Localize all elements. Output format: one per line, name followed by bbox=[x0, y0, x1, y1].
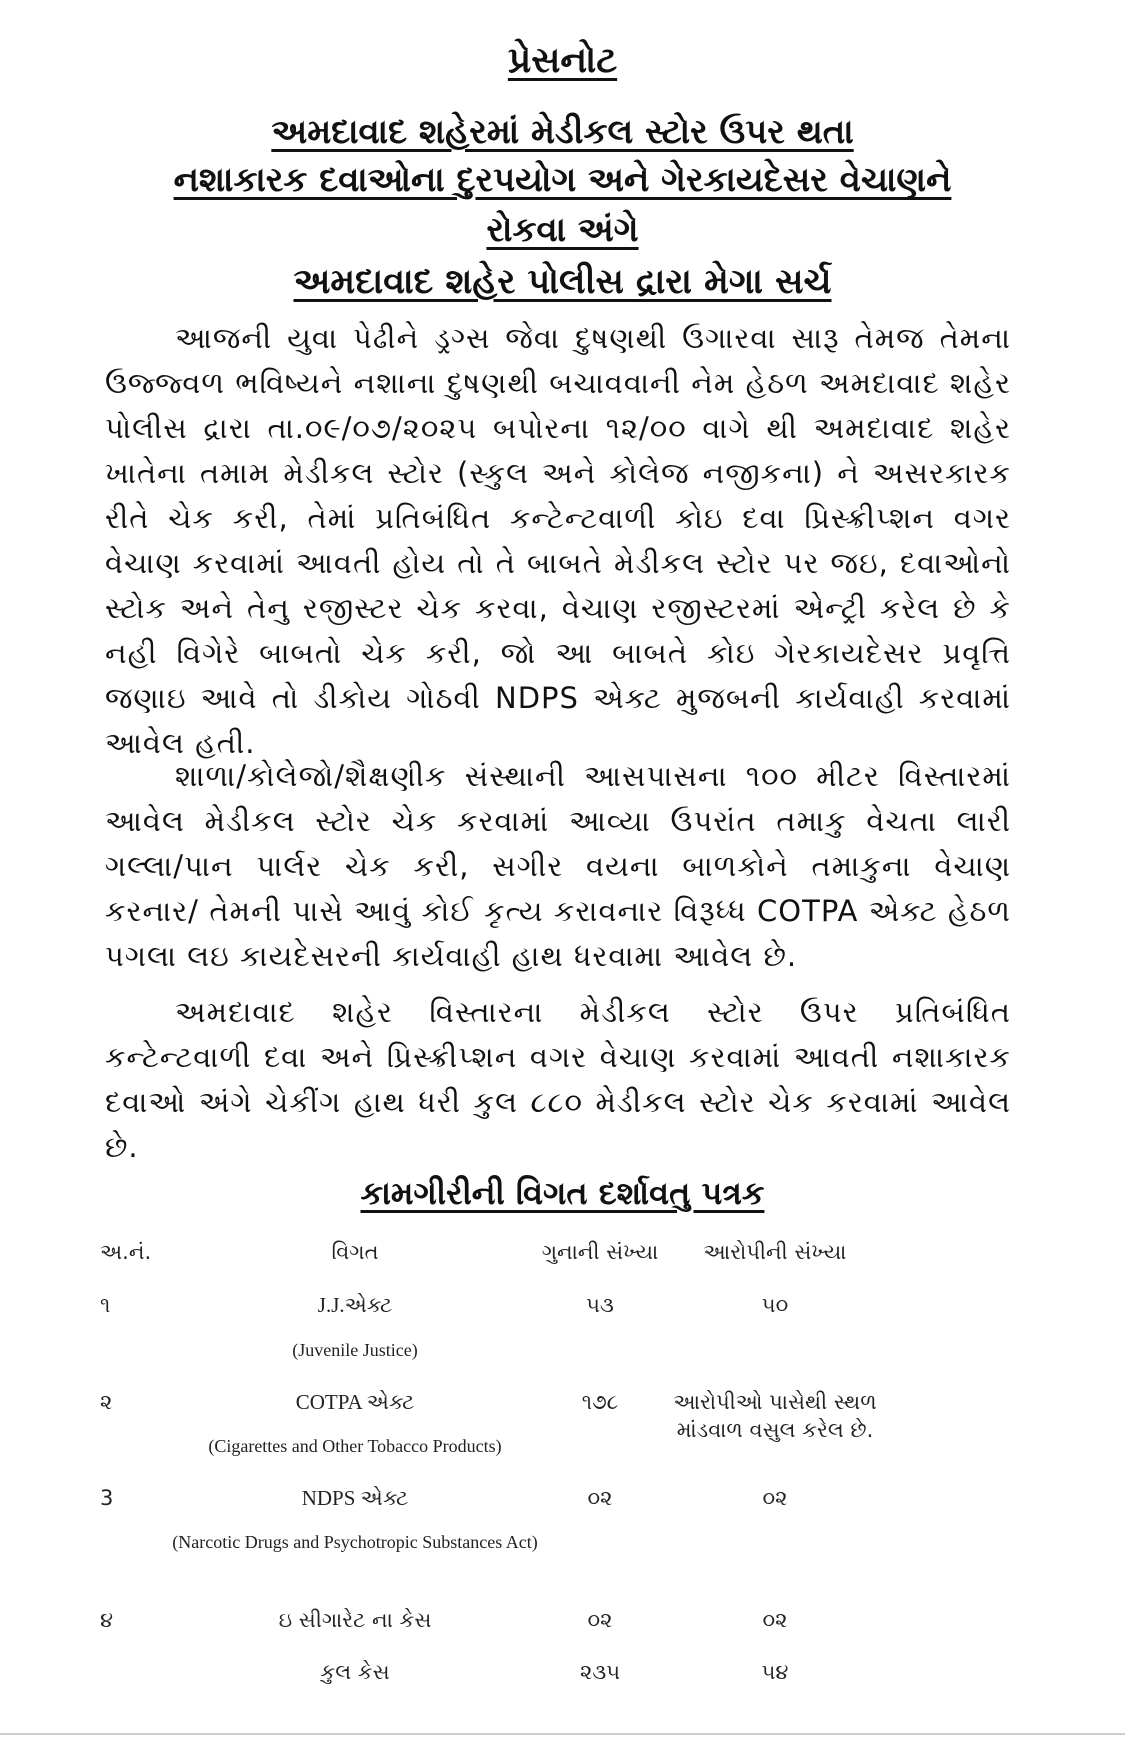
row-1-detail: J.J.એક્ટ bbox=[317, 1293, 393, 1317]
row-1-cases: ૫૩ bbox=[586, 1293, 614, 1317]
row-2-detail-note: (Cigarettes and Other Tobacco Products) bbox=[208, 1436, 502, 1456]
row-3-accused: ૦૨ bbox=[762, 1486, 788, 1510]
row-2-accused: આરોપીઓ પાસેથી સ્થળ માંડવાળ વસુલ કરેલ છે. bbox=[673, 1390, 877, 1442]
row-1-detail-note: (Juvenile Justice) bbox=[292, 1340, 418, 1360]
subtitle-line-4: અમદાવાદ શહેર પોલીસ દ્રારા મેગા સર્ચ bbox=[293, 262, 832, 302]
total-cases: ૨૩૫ bbox=[579, 1660, 621, 1684]
row-3-cases: ૦૨ bbox=[587, 1486, 613, 1510]
header-cases: ગુનાની સંખ્યા bbox=[541, 1240, 659, 1264]
row-3-serial: 3 bbox=[100, 1486, 114, 1510]
row-3-detail-note: (Narcotic Drugs and Psychotropic Substances Act) bbox=[172, 1532, 538, 1552]
row-4-serial: ૪ bbox=[100, 1608, 114, 1632]
row-4-accused: ૦૨ bbox=[762, 1608, 788, 1632]
subtitle-line-3: રોકવા અંગે bbox=[486, 210, 639, 250]
header-detail: વિગત bbox=[331, 1240, 379, 1264]
subtitle-line-1: અમદાવાદ શહેરમાં મેડીકલ સ્ટોર ઉપર થતા bbox=[271, 112, 854, 152]
total-label: કુલ કેસ bbox=[320, 1660, 390, 1684]
table-title: કામગીરીની વિગત દર્શાવતુ પત્રક bbox=[360, 1174, 765, 1212]
paragraph-2: શાળા/કોલેજો/શૈક્ષણીક સંસ્થાની આસપાસના ૧૦૦ મીટર વિસ્તારમાં આવેલ મેડીકલ સ્ટોર ચેક કરવામાં આવ્યા ઉપરાંત તમાકુ વેચતા લારી ગલ્લા/પાન પાર્લર ચેક કરી, સગીર વયના બાળકોને તમાકુના વેચાણ કરનાર/ તેમની પાસે આવું કોઈ કૃત્ય કરાવનાર વિરૂધ્ધ COTPA એક્ટ હેઠળ પગલા લઇ કાયદેસરની કાર્યવાહી હાથ ધરવામા આવેલ છે. bbox=[105, 759, 1011, 973]
row-1-accused: ૫૦ bbox=[761, 1293, 789, 1317]
subtitle-line-2: નશાકારક દવાઓના દુરપયોગ અને ગેરકાયદેસર વેચાણને bbox=[173, 160, 952, 200]
row-4-detail: ઇ સીગારેટ ના કેસ bbox=[278, 1608, 432, 1632]
paragraph-3: અમદાવાદ શહેર વિસ્તારના મેડીકલ સ્ટોર ઉપર પ્રતિબંધિત કન્ટેન્ટવાળી દવા અને પ્રિસ્ક્રીપ્શન વગર વેચાણ કરવામાં આવતી નશાકારક દવાઓ અંગે ચેકીંગ હાથ ધરી કુલ ૮૮૦ મેડીકલ સ્ટોર ચેક કરવામાં આવેલ છે. bbox=[105, 995, 1011, 1164]
bottom-divider bbox=[0, 1733, 1125, 1735]
document-title: પ્રેસનોટ bbox=[507, 40, 618, 81]
row-1-serial: ૧ bbox=[100, 1293, 111, 1317]
header-serial: અ.નં. bbox=[100, 1240, 152, 1264]
total-accused: ૫૪ bbox=[761, 1660, 789, 1684]
header-accused: આરોપીની સંખ્યા bbox=[703, 1240, 847, 1264]
row-2-cases: ૧૭૮ bbox=[581, 1390, 619, 1414]
row-2-serial: ૨ bbox=[100, 1390, 113, 1414]
row-2-detail: COTPA એક્ટ bbox=[295, 1390, 415, 1414]
paragraph-1: આજની યુવા પેઢીને ડ્રગ્સ જેવા દુષણથી ઉગારવા સારૂ તેમજ તેમના ઉજ્જ્વળ ભવિષ્યને નશાના દુષણથી બચાવવાની નેમ હેઠળ અમદાવાદ શહેર પોલીસ દ્રારા તા.૦૯/૦૭/૨૦૨૫ બપોરના ૧૨/૦૦ વાગે થી અમદાવાદ શહેર ખાતેના તમામ મેડીકલ સ્ટોર (સ્કુલ અને કોલેજ નજીકના) ને અસરકારક રીતે ચેક કરી, તેમાં પ્રતિબંધિત કન્ટેન્ટવાળી કોઇ દવા પ્રિસ્ક્રીપ્શન વગર વેચાણ કરવામાં આવતી હોય તો તે બાબતે મેડીકલ સ્ટોર પર જઇ, દવાઓનો સ્ટોક અને તેનુ રજીસ્ટર ચેક કરવા, વેચાણ રજીસ્ટરમાં એન્ટ્રી કરેલ છે કે નહી વિગેરે બાબતો ચેક કરી, જો આ બાબતે કોઇ ગેરકાયદેસર પ્રવૃત્તિ જણાઇ આવે તો ડીકોય ગોઠવી NDPS એક્ટ મુજબની કાર્યવાહી કરવામાં આવેલ હતી. bbox=[105, 321, 1011, 760]
row-3-detail: NDPS એક્ટ bbox=[301, 1486, 409, 1510]
row-4-cases: ૦૨ bbox=[587, 1608, 613, 1632]
